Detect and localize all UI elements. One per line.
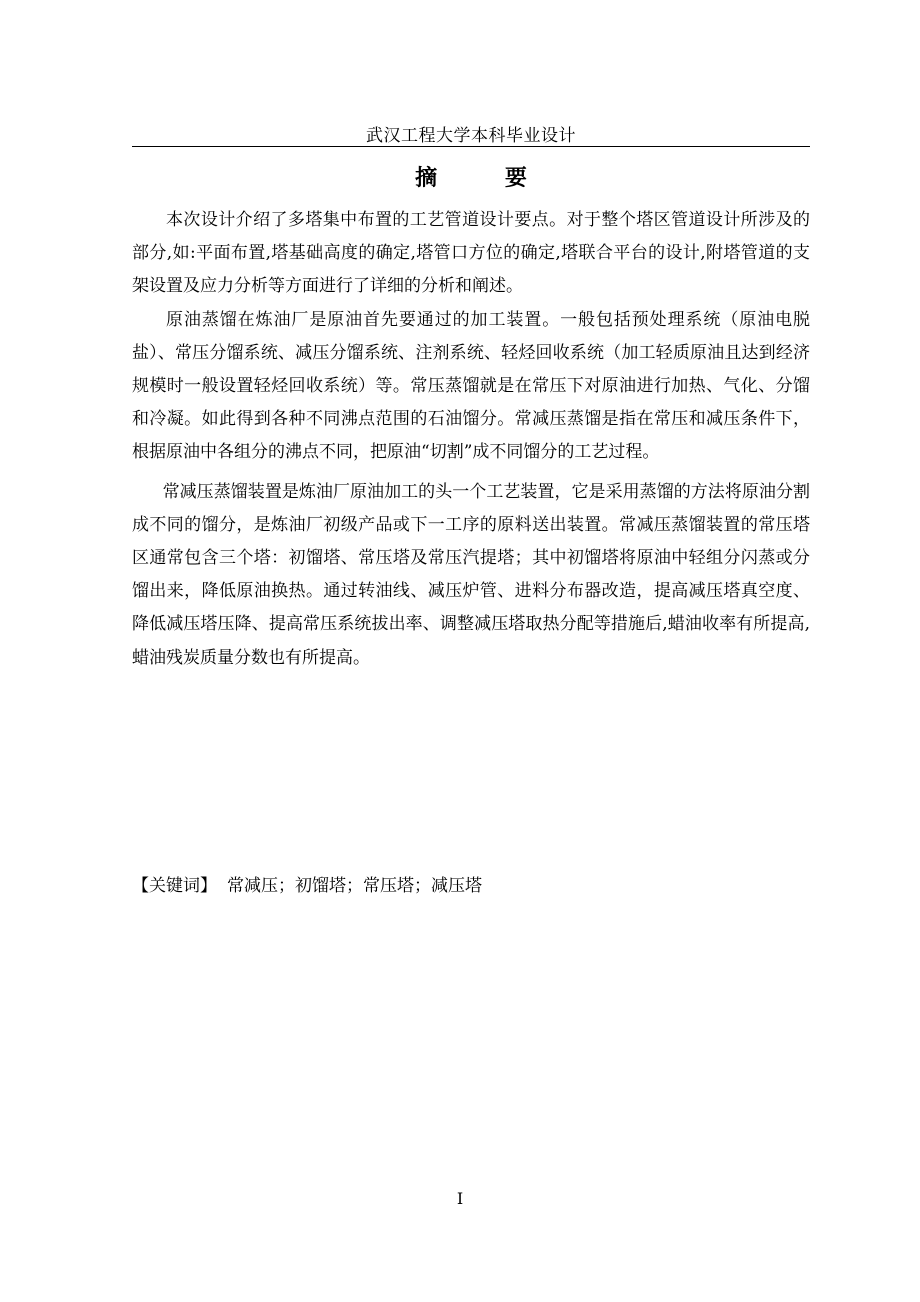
keywords-list: 常减压；初馏塔；常压塔；减压塔 <box>227 876 482 896</box>
page-number: I <box>456 1189 464 1208</box>
running-header: 武汉工程大学本科毕业设计 <box>366 126 576 146</box>
keywords-label: 【关键词】 <box>132 876 217 896</box>
header-rule <box>132 146 810 147</box>
keywords-line <box>132 874 810 898</box>
abstract-body <box>132 204 810 675</box>
abstract-paragraph-2: 原油蒸馏在炼油厂是原油首先要通过的加工装置。一般包括预处理系统（原油电脱盐）、常压分馏系统、减压分馏系统、注剂系统、轻烃回收系统（加工轻质原油且达到经济规模时一般设置轻烃回收系统）等。常压蒸馏就是在常压下对原油进行加热、气化、分馏和冷凝。如此得到各种不同沸点范围的石油馏分。常减压蒸馏是指在常压和减压条件下，根据原油中各组分的沸点不同，把原油“切割”成不同馏分的工艺过程。 <box>132 309 810 463</box>
abstract-paragraph-3: 常减压蒸馏装置是炼油厂原油加工的头一个工艺装置，它是采用蒸馏的方法将原油分割成不同的馏分，是炼油厂初级产品或下一工序的原料送出装置。常减压蒸馏装置的常压塔区通常包含三个塔：初馏塔、常压塔及常压汽提塔；其中初馏塔将原油中轻组分闪蒸或分馏出来，降低原油换热。通过转油线、减压炉管、进料分布器改造，提高减压塔真空度、降低减压塔压降、提高常压系统拔出率、调整减压塔取热分配等措施后,蜡油收率有所提高,蜡油残炭质量分数也有所提高。 <box>132 481 810 668</box>
abstract-title: 摘 要 <box>415 165 557 191</box>
abstract-paragraph-1: 本次设计介绍了多塔集中布置的工艺管道设计要点。对于整个塔区管道设计所涉及的部分,如:平面布置,塔基础高度的确定,塔管口方位的确定,塔联合平台的设计,附塔管道的支架设置及应力分析等方面进行了详细的分析和阐述。 <box>132 210 810 297</box>
